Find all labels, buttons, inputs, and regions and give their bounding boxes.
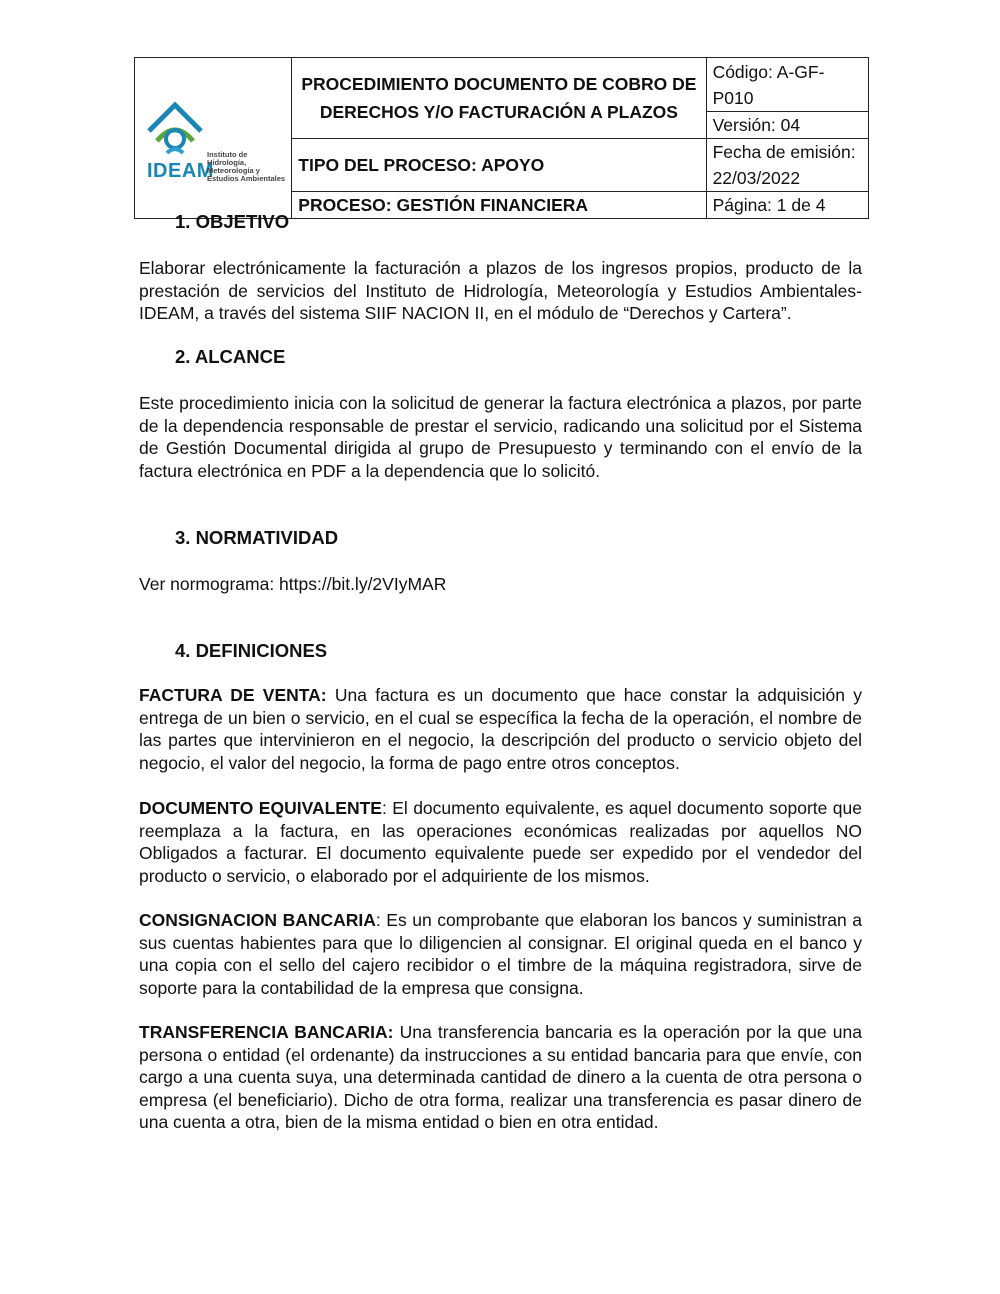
definition-transferencia-bancaria bbox=[139, 1021, 862, 1134]
paragraph-alcance: Este procedimiento inicia con la solicitud de generar la factura electrónica a plazos, por parte de la dependencia responsable de prestar el servicio, radicando una solicitud por el Sistema de Gestión Documental dirigida al grupo de Presupuesto y terminando con el envío de la factura electrónica en PDF a la dependencia que lo solicitó. bbox=[139, 393, 862, 481]
paragraph-objetivo: Elaborar electrónicamente la facturación a plazos de los ingresos propios, producto de la prestación de servicios del Instituto de Hidrología, Meteorología y Estudios Ambientales- IDEAM, a través del sistema SIIF NACION II, en el módulo de “Derechos y Cartera”. bbox=[139, 258, 862, 323]
issue-date-label: Fecha de emisión: bbox=[712, 142, 856, 162]
section-title-objetivo: 1. OBJETIVO bbox=[175, 211, 290, 232]
definition-term: CONSIGNACION BANCARIA bbox=[139, 910, 376, 930]
ideam-emblem-icon bbox=[145, 101, 205, 159]
definition-text: Una transferencia bancaria es la operación por la que una persona o entidad (el ordenante) da instrucciones a su entidad bancaria para que envíe, con cargo a una cuenta suya, una determinada cantidad de dinero a la cuenta de otra persona o empresa (el beneficiario). Dicho de otra forma, realizar una transferencia es pasar dinero de una cuenta a otra, bien de la misma entidad o bien en otra entidad. bbox=[139, 1022, 862, 1132]
process-type: TIPO DEL PROCESO: APOYO bbox=[292, 139, 706, 192]
document-version: Versión: 04 bbox=[706, 112, 868, 139]
document-code: Código: A-GF-P010 bbox=[706, 58, 868, 112]
definition-text: : Es un comprobante que elaboran los bancos y suministran a sus cuentas habientes para que lo diligencien al consignar. El original queda en el banco y una copia con el sello del cajero recibidor o el timbre de la máquina registradora, sirve de soporte para la contabilidad de la empresa que consigna. bbox=[139, 910, 862, 998]
logo-wordmark: IDEAM bbox=[147, 160, 214, 182]
definition-factura-de-venta bbox=[139, 684, 862, 774]
page-number: Página: 1 de 4 bbox=[706, 192, 868, 219]
document-header-table bbox=[134, 57, 869, 219]
definition-consignacion-bancaria bbox=[139, 909, 862, 999]
section-title-alcance: 2. ALCANCE bbox=[175, 346, 286, 367]
document-title: PROCEDIMIENTO DOCUMENTO DE COBRO DE DERECHOS Y/O FACTURACIÓN A PLAZOS bbox=[292, 58, 706, 139]
definition-documento-equivalente bbox=[139, 797, 862, 887]
ideam-logo bbox=[135, 73, 287, 203]
process-name: PROCESO: GESTIÓN FINANCIERA bbox=[292, 192, 706, 219]
definition-text: Una factura es un documento que hace constar la adquisición y entrega de un bien o servicio, en el cual se específica la fecha de la operación, el nombre de las partes que intervinieron en el negocio, la descripción del producto o servicio objeto del negocio, el valor del negocio, la forma de pago entre otros conceptos. bbox=[139, 685, 862, 773]
definition-text: : El documento equivalente, es aquel documento soporte que reemplaza a la factura, en las operaciones económicas realizadas por aquellos NO Obligados a facturar. El documento equivalente puede ser expedido por el vendedor del producto o servicio, o elaborado por el adquiriente de los mismos. bbox=[139, 798, 862, 886]
definition-term: FACTURA DE VENTA: bbox=[139, 685, 327, 705]
logo-cell bbox=[135, 58, 292, 219]
definition-term: DOCUMENTO EQUIVALENTE bbox=[139, 798, 382, 818]
logo-subtitle: Instituto de Hidrología, Meteorología y Estudios Ambientales bbox=[207, 150, 286, 183]
issue-date-value: 22/03/2022 bbox=[712, 168, 801, 188]
section-title-definiciones: 4. DEFINICIONES bbox=[175, 640, 328, 661]
definition-term: TRANSFERENCIA BANCARIA: bbox=[139, 1022, 394, 1042]
paragraph-normatividad: Ver normograma: https://bit.ly/2VIyMAR bbox=[139, 574, 447, 594]
issue-date-cell bbox=[706, 139, 868, 192]
section-title-normatividad: 3. NORMATIVIDAD bbox=[175, 527, 339, 548]
